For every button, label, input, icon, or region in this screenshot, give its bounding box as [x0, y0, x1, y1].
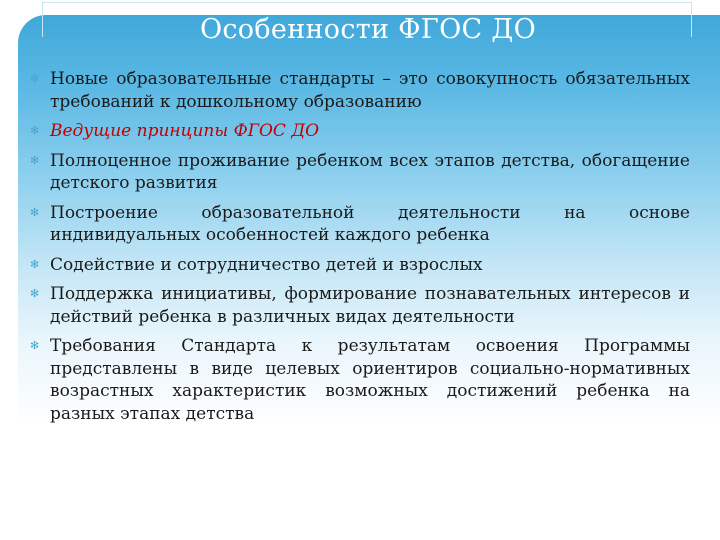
list-item-text: Ведущие принципы ФГОС ДО — [50, 121, 320, 141]
asterisk-bullet-icon: ✻ — [30, 153, 40, 167]
bullet-list — [30, 68, 690, 432]
list-item-text: Поддержка инициативы, формирование познавательных интересов и действий ребенка в различных видах деятельности — [50, 284, 690, 327]
list-item — [30, 68, 690, 113]
asterisk-bullet-icon: ✻ — [30, 124, 40, 137]
list-item — [30, 150, 690, 195]
slide-title: Особенности ФГОС ДО — [199, 14, 537, 45]
list-item-text: Построение образовательной деятельности на основе индивидуальных особенностей каждого ребенка — [50, 202, 690, 245]
asterisk-bullet-icon: ✻ — [30, 205, 40, 219]
list-item-text: Содействие и сотрудничество детей и взрослых — [50, 254, 483, 275]
list-item — [30, 202, 690, 247]
asterisk-bullet-icon: ✻ — [30, 257, 40, 271]
list-item-text: Полноценное проживание ребенком всех этапов детства, обогащение детского развития — [50, 150, 690, 193]
asterisk-bullet-icon: ✻ — [30, 339, 40, 352]
list-item — [30, 254, 690, 277]
list-item-text: Требования Стандарта к результатам освоения Программы представлены в виде целевых ориентиров социально-нормативных возрастных характеристик возможных достижений ребенка на разных этапах детства — [50, 336, 690, 424]
asterisk-bullet-icon: ✻ — [30, 72, 40, 85]
asterisk-bullet-icon: ✻ — [30, 287, 40, 300]
list-item — [30, 283, 690, 328]
list-item — [30, 120, 690, 143]
list-item-text: Новые образовательные стандарты – это совокупность обязательных требований к дошкольному образованию — [50, 69, 690, 112]
list-item — [30, 335, 690, 425]
